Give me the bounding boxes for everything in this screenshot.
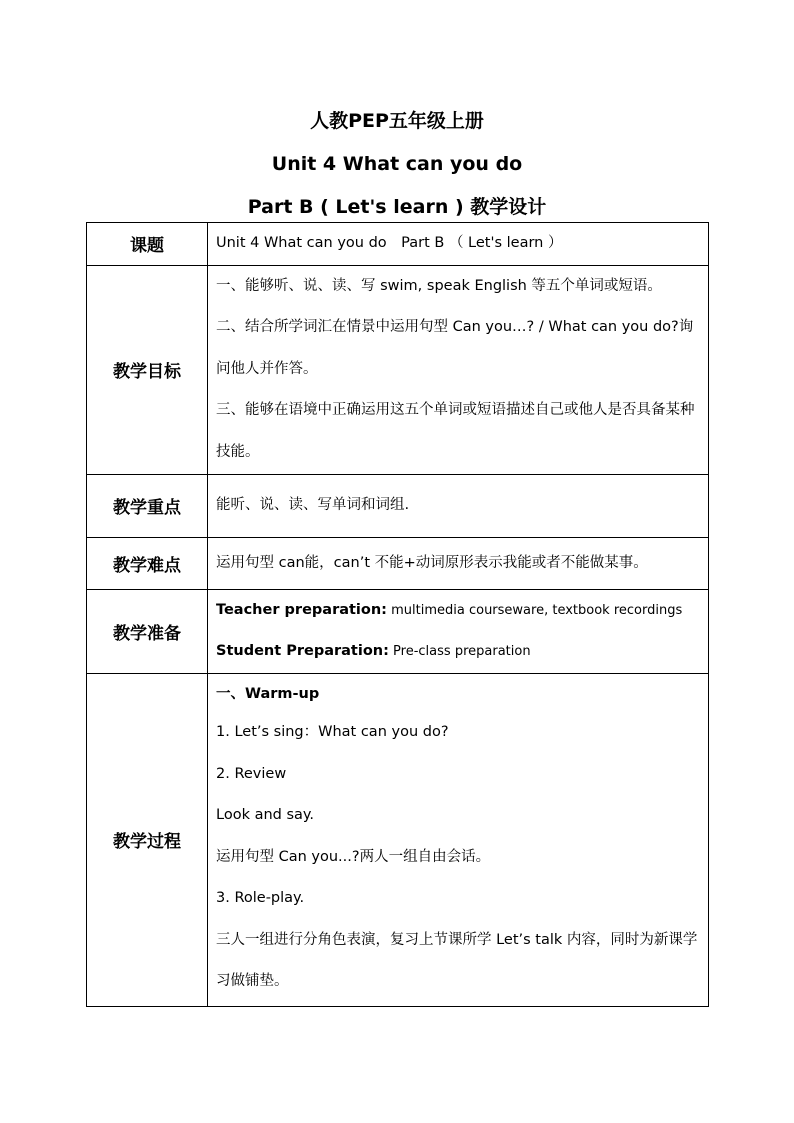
process-line: 2. Review [216,765,287,782]
teacher-preparation: Teacher preparation: multimedia courseware, textbook recordings [216,601,683,618]
process-line: 1. Let’s sing：What can you do? [216,724,449,741]
value-topic: Unit 4 What can you do Part B （ Let's learn ） [208,223,709,266]
label-process: 教学过程 [87,673,208,1006]
title-line-2: Unit 4 What can you do [271,153,523,175]
objective-item: 二、结合所学词汇在情景中运用句型 Can you…? / What can you do?询问他人并作答。 [216,319,694,377]
lesson-plan-table [86,222,709,1007]
process-heading: 一、Warm-up [216,686,320,703]
row-difficulties [87,537,709,589]
process-line: 三人一组进行分角色表演，复习上节课所学 Let’s talk 内容，同时为新课学习做铺垫。 [216,931,698,990]
title-line-1: 人教PEP五年级上册 [310,110,484,132]
process-line: 运用句型 Can you...?两人一组自由会话。 [216,848,491,865]
value-objectives [208,265,709,474]
objective-item: 三、能够在语境中正确运用这五个单词或短语描述自己或他人是否具备某种技能。 [216,402,695,460]
row-process [87,673,709,1006]
label-key-points: 教学重点 [87,474,208,537]
process-line: Look and say. [216,807,315,824]
value-key-points: 能听、说、读、写单词和词组. [208,474,709,537]
label-objectives: 教学目标 [87,265,208,474]
document-title [0,100,794,229]
row-preparation [87,589,709,673]
label-topic: 课题 [87,223,208,266]
row-key-points [87,474,709,537]
row-objectives [87,265,709,474]
value-difficulties: 运用句型 can能，can’t 不能+动词原形表示我能或者不能做某事。 [208,537,709,589]
value-process [208,673,709,1006]
label-difficulties: 教学难点 [87,537,208,589]
label-preparation: 教学准备 [87,589,208,673]
process-line: 3. Role-play. [216,890,305,907]
objective-item: 一、能够听、说、读、写 swim, speak English 等五个单词或短语。 [216,277,662,294]
value-preparation [208,589,709,673]
student-preparation: Student Preparation: Pre-class preparation [216,643,531,659]
row-topic [87,223,709,266]
title-line-3: Part B ( Let's learn ) 教学设计 [247,196,547,218]
